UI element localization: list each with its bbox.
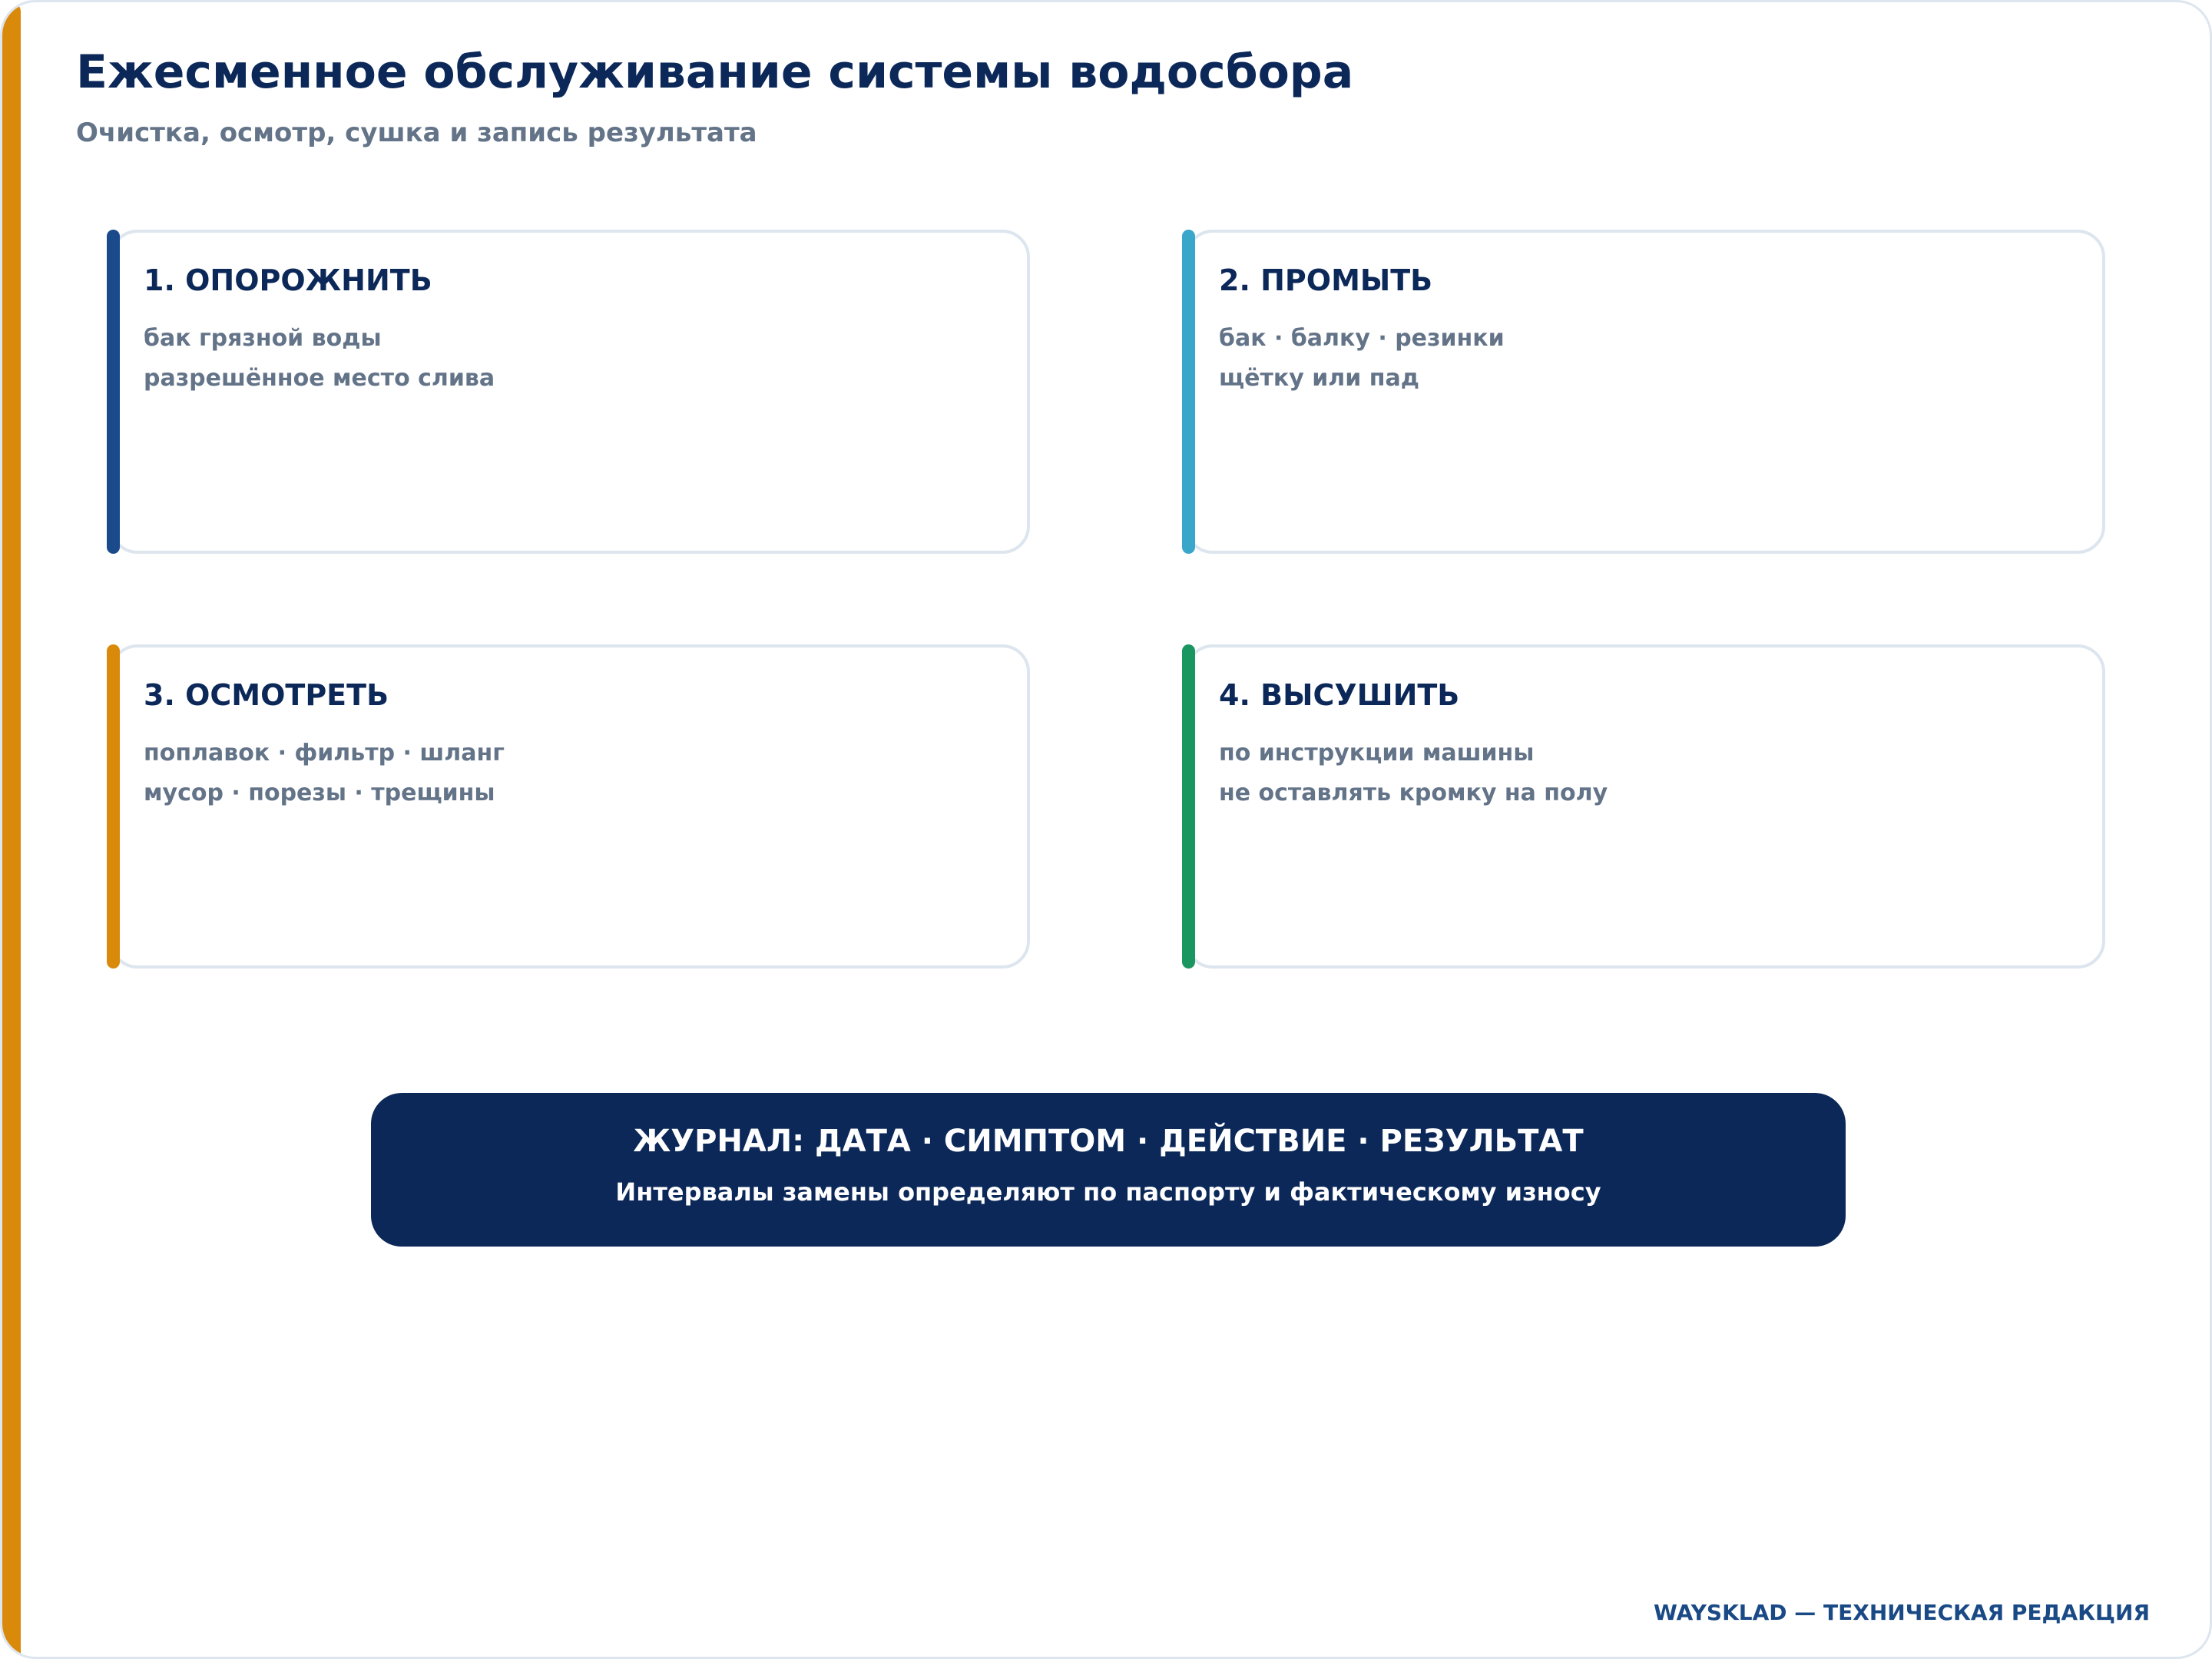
step-card-detail: бак · балку · резинки [1219, 325, 1505, 352]
log-banner [371, 1093, 1846, 1247]
step-card-dry [1185, 644, 2105, 969]
step-card-title: 3. ОСМОТРЕТЬ [144, 678, 389, 712]
step-card-detail: разрешённое место слива [144, 365, 495, 392]
step-card-title: 4. ВЫСУШИТЬ [1219, 678, 1460, 712]
log-banner-subtitle: Интервалы замены определяют по паспорту и фактическому износу [615, 1177, 1601, 1207]
step-card-stripe [1182, 230, 1195, 554]
footer-credit: WAYSKLAD — ТЕХНИЧЕСКАЯ РЕДАКЦИЯ [1654, 1600, 2150, 1625]
page-accent-bar [2, 2, 21, 1659]
step-card-title: 2. ПРОМЫТЬ [1219, 263, 1433, 297]
page-subtitle: Очистка, осмотр, сушка и запись результата [76, 118, 757, 148]
step-card-detail: мусор · порезы · трещины [144, 780, 495, 806]
step-card-detail: не оставлять кромку на полу [1219, 780, 1608, 806]
step-card-title: 1. ОПОРОЖНИТЬ [144, 263, 432, 297]
step-card-rinse [1185, 230, 2105, 554]
step-card-stripe [1182, 644, 1195, 969]
step-card-detail: щётку или пад [1219, 365, 1419, 392]
page-title: Ежесменное обслуживание системы водосбора [76, 45, 1354, 99]
step-card-stripe [107, 644, 120, 969]
step-card-detail: поплавок · фильтр · шланг [144, 740, 505, 767]
step-card-stripe [107, 230, 120, 554]
step-card-empty [110, 230, 1030, 554]
step-card-detail: по инструкции машины [1219, 740, 1535, 767]
step-card-detail: бак грязной воды [144, 325, 382, 352]
log-banner-title: ЖУРНАЛ: ДАТА · СИМПТОМ · ДЕЙСТВИЕ · РЕЗУЛЬТАТ [633, 1124, 1584, 1159]
step-card-inspect [110, 644, 1030, 969]
